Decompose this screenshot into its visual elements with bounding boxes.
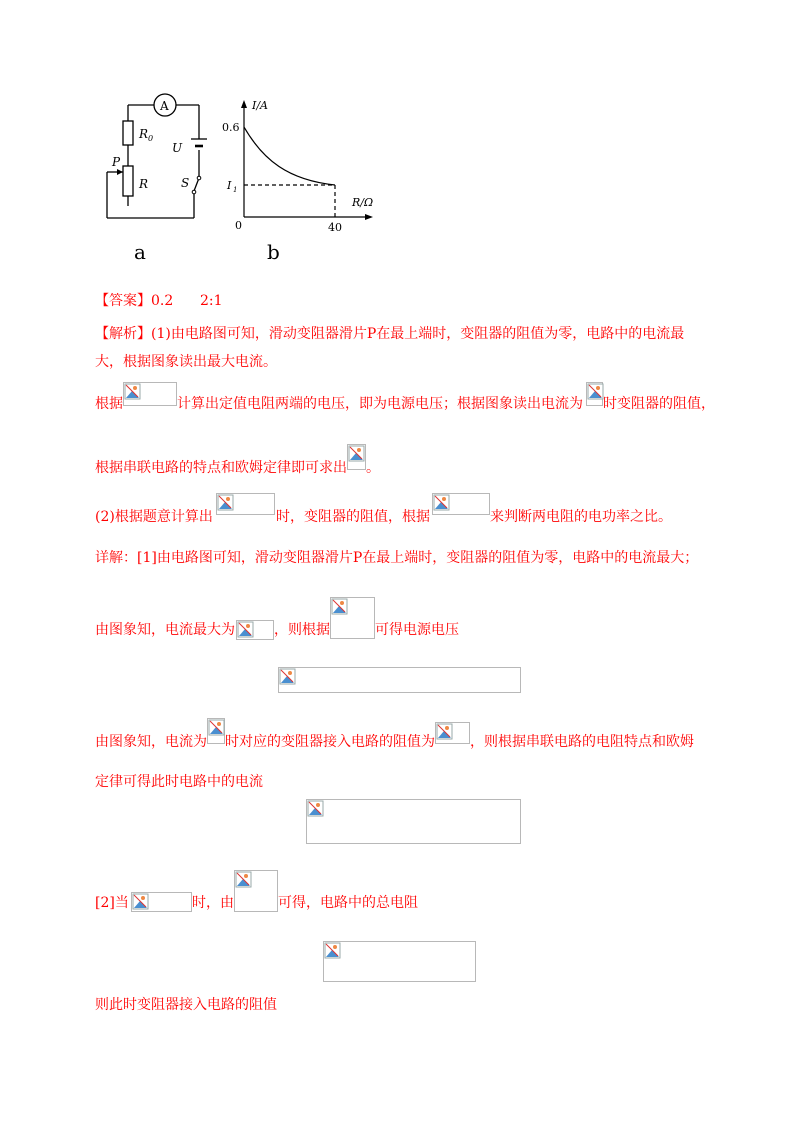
detail-line-6: 则此时变阻器接入电路的阻值	[95, 997, 277, 1013]
broken-image-icon	[279, 668, 296, 685]
detail-line-3c: ，则根据串联电路的电阻特点和欧姆	[470, 734, 694, 750]
analysis-line-3c: 时变阻器的阻值，	[603, 396, 715, 412]
circuit-figure	[95, 90, 220, 230]
broken-image-icon	[132, 893, 149, 910]
analysis-line-4b: 。	[366, 460, 380, 476]
broken-image-icon	[433, 494, 450, 511]
formula-image	[586, 382, 603, 406]
detail-line-2c: 可得电源电压	[375, 622, 459, 638]
x-axis-label: R/Ω	[352, 196, 374, 209]
i1-label: I	[227, 179, 232, 192]
answer-values: 0.2 2:1	[151, 293, 223, 309]
broken-image-icon	[348, 445, 365, 462]
formula-image	[432, 493, 490, 515]
answer-line	[95, 291, 223, 311]
analysis-line-3b: 计算出定值电阻两端的电压，即为电源电压；根据图象读出电流为	[177, 396, 583, 412]
analysis-line-5b: 时，变阻器的阻值，根据	[276, 509, 430, 525]
analysis-line-1	[95, 324, 684, 344]
broken-image-icon	[235, 871, 252, 888]
r-label: R	[139, 177, 149, 191]
analysis-line-5a: (2)根据题意计算出	[95, 509, 213, 525]
y-axis-label: I/A	[252, 99, 268, 112]
current-resistance-graph	[218, 95, 383, 235]
broken-image-icon	[237, 621, 254, 638]
formula-image	[234, 870, 278, 912]
circuit-diagram	[95, 90, 220, 230]
detail-line-3b: 时对应的变阻器接入电路的阻值为	[225, 734, 435, 750]
ammeter-label: A	[160, 99, 169, 113]
r0-label: R	[139, 127, 149, 141]
formula-image	[435, 722, 470, 744]
broken-image-icon	[217, 494, 234, 511]
formula-image	[216, 493, 275, 515]
s-label: S	[181, 176, 190, 190]
formula-image	[306, 799, 521, 844]
x-axis-arrow	[365, 214, 373, 220]
broken-image-icon	[208, 719, 225, 736]
figure-a-caption: a	[134, 240, 146, 264]
broken-image-icon	[124, 383, 141, 400]
broken-image-icon	[436, 723, 453, 740]
analysis-label: 【解析】	[95, 326, 151, 342]
detail-line-5c: 可得，电路中的总电阻	[278, 895, 418, 911]
detail-line-5a: [2]当	[95, 895, 129, 911]
broken-image-icon	[331, 598, 348, 615]
detail-line-1: 详解：[1]由电路图可知，滑动变阻器滑片P在最上端时，变阻器的阻值为零，电路中的电流最大；	[95, 550, 699, 566]
formula-image	[123, 382, 177, 406]
analysis-line-3a: 根据	[95, 396, 123, 412]
detail-line-5b: 时，由	[192, 895, 234, 911]
figure-b-caption: b	[267, 240, 280, 264]
detail-line-4: 定律可得此时电路中的电流	[95, 774, 263, 790]
y-axis-arrow	[241, 100, 247, 108]
broken-image-icon	[324, 942, 341, 959]
detail-line-2b: ，则根据	[274, 622, 330, 638]
r0-subscript: 0	[148, 134, 154, 143]
formula-image	[330, 597, 375, 639]
formula-image	[207, 718, 225, 744]
formula-image	[236, 620, 274, 640]
y-value-label: 0.6	[222, 121, 240, 134]
graph-figure	[218, 95, 383, 235]
rheostat-r	[123, 166, 133, 196]
i1-subscript: 1	[233, 186, 238, 194]
formula-image	[278, 667, 521, 693]
broken-image-icon	[587, 383, 604, 400]
formula-image	[131, 892, 192, 912]
analysis-text: (1)由电路图可知，滑动变阻器滑片P在最上端时，变阻器的阻值为零，电路中的电流最	[151, 326, 685, 342]
formula-image	[323, 941, 476, 982]
x-value-label: 40	[328, 221, 342, 234]
curve-line	[244, 127, 335, 185]
p-label: P	[112, 155, 121, 169]
r0-resistor	[123, 121, 133, 145]
analysis-line-5c: 来判断两电阻的电功率之比。	[490, 509, 672, 525]
formula-image	[347, 444, 366, 470]
detail-line-3a: 由图象知，电流为	[95, 734, 207, 750]
broken-image-icon	[307, 800, 324, 817]
analysis-line-4a: 根据串联电路的特点和欧姆定律即可求出	[95, 460, 347, 476]
analysis-line-2: 大，根据图象读出最大电流。	[95, 354, 277, 370]
u-label: U	[172, 141, 183, 155]
origin-label: 0	[235, 219, 242, 232]
answer-label: 【答案】	[95, 293, 151, 309]
detail-line-2a: 由图象知，电流最大为	[95, 622, 235, 638]
